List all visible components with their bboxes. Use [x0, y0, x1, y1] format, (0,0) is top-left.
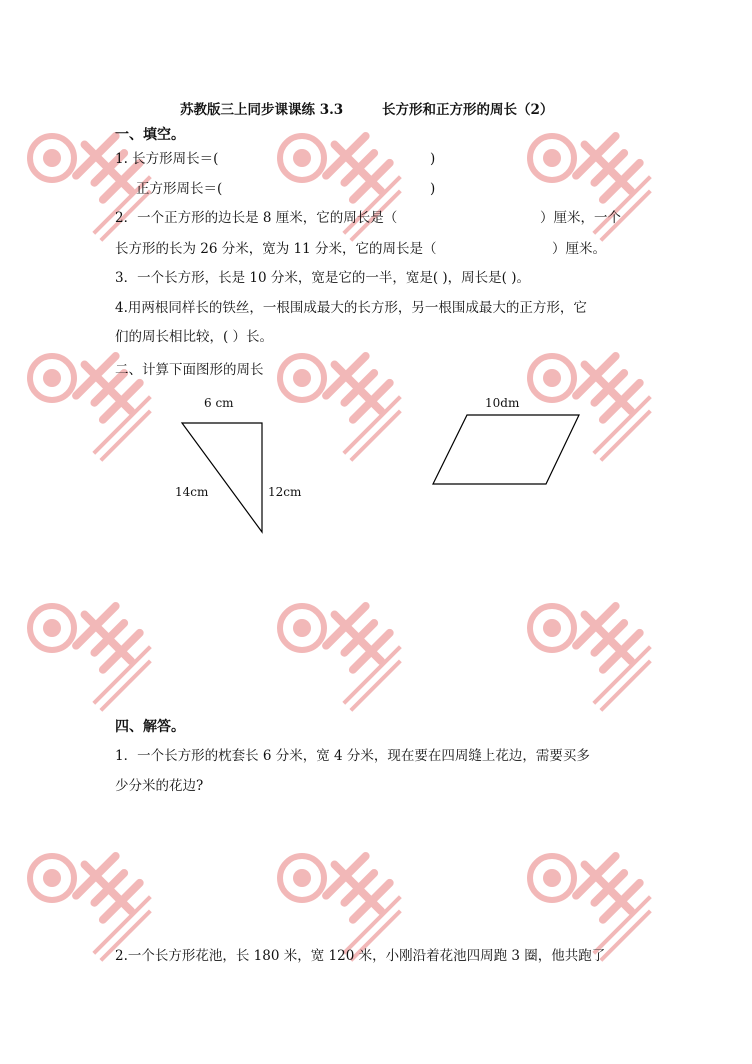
q2-line2-end: ）厘米。: [552, 241, 606, 257]
q1-rect-perimeter-close: ): [430, 151, 436, 167]
section4-heading: 四、解答。: [115, 719, 185, 735]
worksheet-title-right: 长方形和正方形的周长（2）: [382, 102, 554, 118]
section1-heading: 一、填空。: [115, 127, 185, 143]
triangle-right-label: 12cm: [268, 485, 302, 499]
s4-q1-line1: 1．一个长方形的枕套长 6 分米，宽 4 分米，现在要在四周缝上花边，需要买多: [115, 748, 590, 764]
worksheet-title-left: 苏教版三上同步课课练 3.3: [180, 102, 344, 118]
right-triangle-figure: [182, 423, 262, 532]
s4-q2-line1: 2.一个长方形花池，长 180 米，宽 120 米，小刚沿着花池四周跑 3 圈，他共跑了: [115, 948, 606, 964]
parallelogram-top-label: 10dm: [485, 396, 520, 410]
triangle-top-label: 6 cm: [204, 396, 234, 410]
q1-rect-perimeter-label: 1. 长方形周长＝(: [115, 151, 219, 167]
q2-line1-end: ）厘米，一个: [540, 210, 621, 226]
section2-heading: 二、计算下面图形的周长: [115, 362, 264, 378]
s4-q1-line2: 少分米的花边?: [115, 778, 204, 794]
q3-text: 3．一个长方形，长是 10 分米，宽是它的一半，宽是( )，周长是( )。: [115, 270, 530, 286]
q4-line2: 们的周长相比较，( ）长。: [115, 329, 274, 345]
parallelogram-figure: [433, 415, 579, 484]
q1-square-perimeter-close: ): [430, 181, 436, 197]
q2-line1-start: 2．一个正方形的边长是 8 厘米，它的周长是（: [115, 210, 398, 226]
q2-line2-start: 长方形的长为 26 分米，宽为 11 分米，它的周长是（: [115, 241, 437, 257]
triangle-left-label: 14cm: [175, 485, 209, 499]
q1-square-perimeter-label: 正方形周长＝(: [136, 181, 223, 197]
q4-line1: 4.用两根同样长的铁丝，一根围成最大的长方形，另一根围成最大的正方形，它: [115, 300, 587, 316]
